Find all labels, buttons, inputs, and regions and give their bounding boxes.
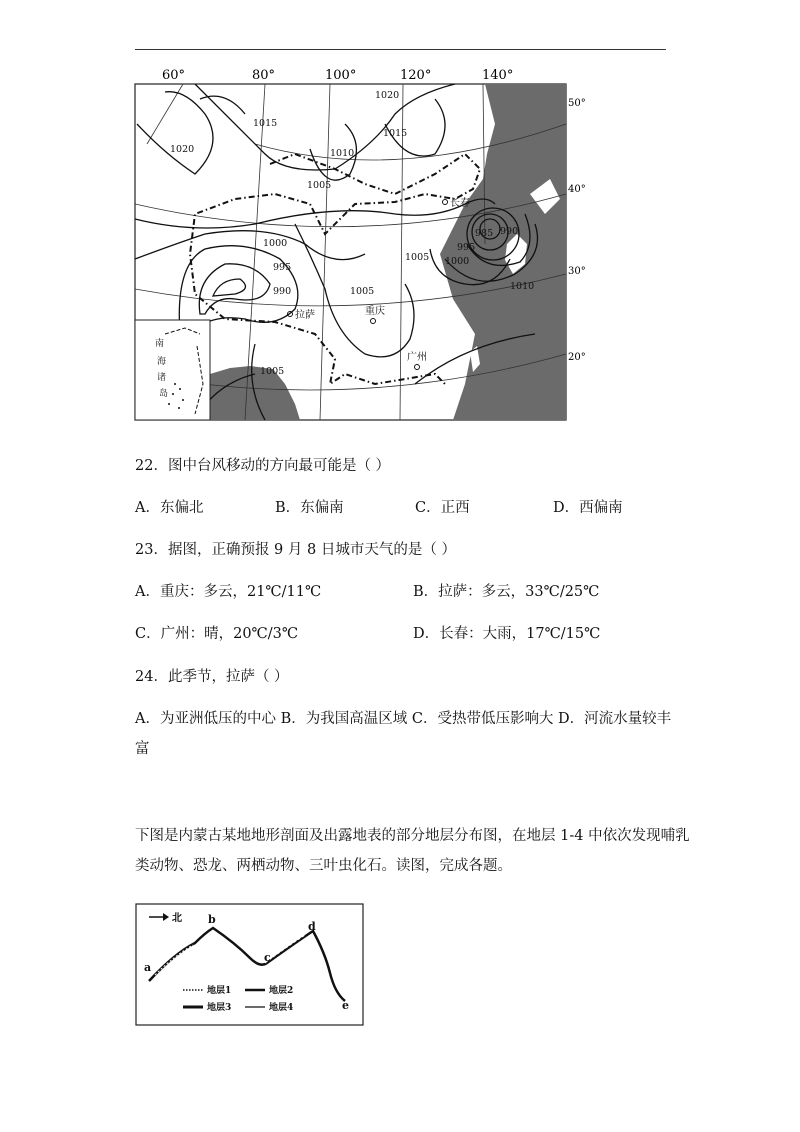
lon-label-140: 140° bbox=[482, 68, 514, 83]
intro-line-1: 下图是内蒙古某地地形剖面及出露地表的部分地层分布图，在地层 1-4 中依次发现哺乳 bbox=[135, 828, 690, 844]
terrain-profile-diagram bbox=[135, 903, 364, 1026]
lat-label-40: 40° bbox=[568, 184, 586, 195]
top-rule bbox=[135, 49, 666, 50]
lat-label-20: 20° bbox=[568, 352, 586, 363]
isobar-label: 990 bbox=[273, 286, 292, 297]
isobar-label: 990 bbox=[500, 226, 519, 237]
isobar-label: 995 bbox=[273, 262, 292, 273]
isobar-label: 1010 bbox=[330, 148, 355, 159]
isobar-label: 995 bbox=[457, 242, 476, 253]
isobar-label: 1005 bbox=[350, 286, 375, 297]
legend-layer-1: 地层1 bbox=[207, 986, 232, 996]
isobar-label: 1010 bbox=[510, 281, 535, 292]
legend-layer-2: 地层2 bbox=[269, 986, 294, 996]
isobar-label: 1005 bbox=[405, 252, 430, 263]
q22-option-d[interactable]: D．西偏南 bbox=[553, 500, 623, 516]
q23-option-d[interactable]: D．长春：大雨，17℃/15℃ bbox=[413, 626, 601, 642]
isobar-label: 1015 bbox=[253, 118, 278, 129]
q24-options-line2[interactable]: 富 bbox=[135, 741, 150, 757]
question-23-stem: 23．据图，正确预报 9 月 8 日城市天气的是（ ） bbox=[135, 542, 456, 558]
legend-layer-4: 地层4 bbox=[269, 1003, 294, 1013]
isobar-label: 1000 bbox=[263, 238, 288, 249]
north-label: 北 bbox=[172, 913, 182, 924]
isobar-label: 1015 bbox=[383, 128, 408, 139]
lon-label-100: 100° bbox=[325, 68, 357, 83]
legend-layer-3: 地层3 bbox=[207, 1003, 232, 1013]
question-24-stem: 24．此季节，拉萨（ ） bbox=[135, 669, 289, 685]
point-a: a bbox=[144, 961, 152, 974]
isobar-label: 1000 bbox=[445, 256, 470, 267]
city-chongqing: 重庆 bbox=[365, 306, 385, 317]
lat-label-30: 30° bbox=[568, 266, 586, 277]
inset-south-sea-islands bbox=[135, 320, 210, 420]
isobar-label: 1005 bbox=[260, 366, 285, 377]
q23-option-b[interactable]: B．拉萨：多云，33℃/25℃ bbox=[413, 584, 600, 600]
point-e: e bbox=[342, 999, 349, 1012]
inset-text: 诸 bbox=[157, 373, 167, 383]
q23-option-a[interactable]: A．重庆：多云，21℃/11℃ bbox=[135, 584, 322, 600]
point-b: b bbox=[208, 913, 216, 926]
isobar-label: 985 bbox=[475, 228, 494, 239]
point-d: d bbox=[308, 920, 316, 933]
point-c: c bbox=[264, 951, 271, 964]
inset-text: 岛 bbox=[159, 389, 169, 399]
city-guangzhou: 广州 bbox=[407, 352, 427, 363]
question-22-stem: 22．图中台风移动的方向最可能是（ ） bbox=[135, 458, 391, 474]
lat-label-50: 50° bbox=[568, 98, 586, 109]
inset-text: 海 bbox=[157, 357, 167, 367]
isobar-label: 1020 bbox=[375, 90, 400, 101]
city-lhasa: 拉萨 bbox=[295, 310, 315, 321]
q22-option-c[interactable]: C．正西 bbox=[415, 500, 470, 516]
lon-label-80: 80° bbox=[252, 68, 276, 83]
lon-label-120: 120° bbox=[400, 68, 432, 83]
q22-option-a[interactable]: A．东偏北 bbox=[135, 500, 204, 516]
q22-option-b[interactable]: B．东偏南 bbox=[275, 500, 344, 516]
isobar-label: 1020 bbox=[170, 144, 195, 155]
inset-text: 南 bbox=[155, 339, 165, 349]
isobar-label: 1005 bbox=[307, 180, 332, 191]
q24-options-line1[interactable]: A．为亚洲低压的中心 B．为我国高温区域 C．受热带低压影响大 D．河流水量较丰 bbox=[135, 711, 672, 727]
city-changchun: 长春 bbox=[450, 198, 470, 209]
lon-label-60: 60° bbox=[162, 68, 186, 83]
weather-map bbox=[120, 62, 586, 424]
q23-option-c[interactable]: C．广州：晴，20℃/3℃ bbox=[135, 626, 299, 642]
intro-line-2: 类动物、恐龙、两栖动物、三叶虫化石。读图，完成各题。 bbox=[135, 858, 512, 874]
